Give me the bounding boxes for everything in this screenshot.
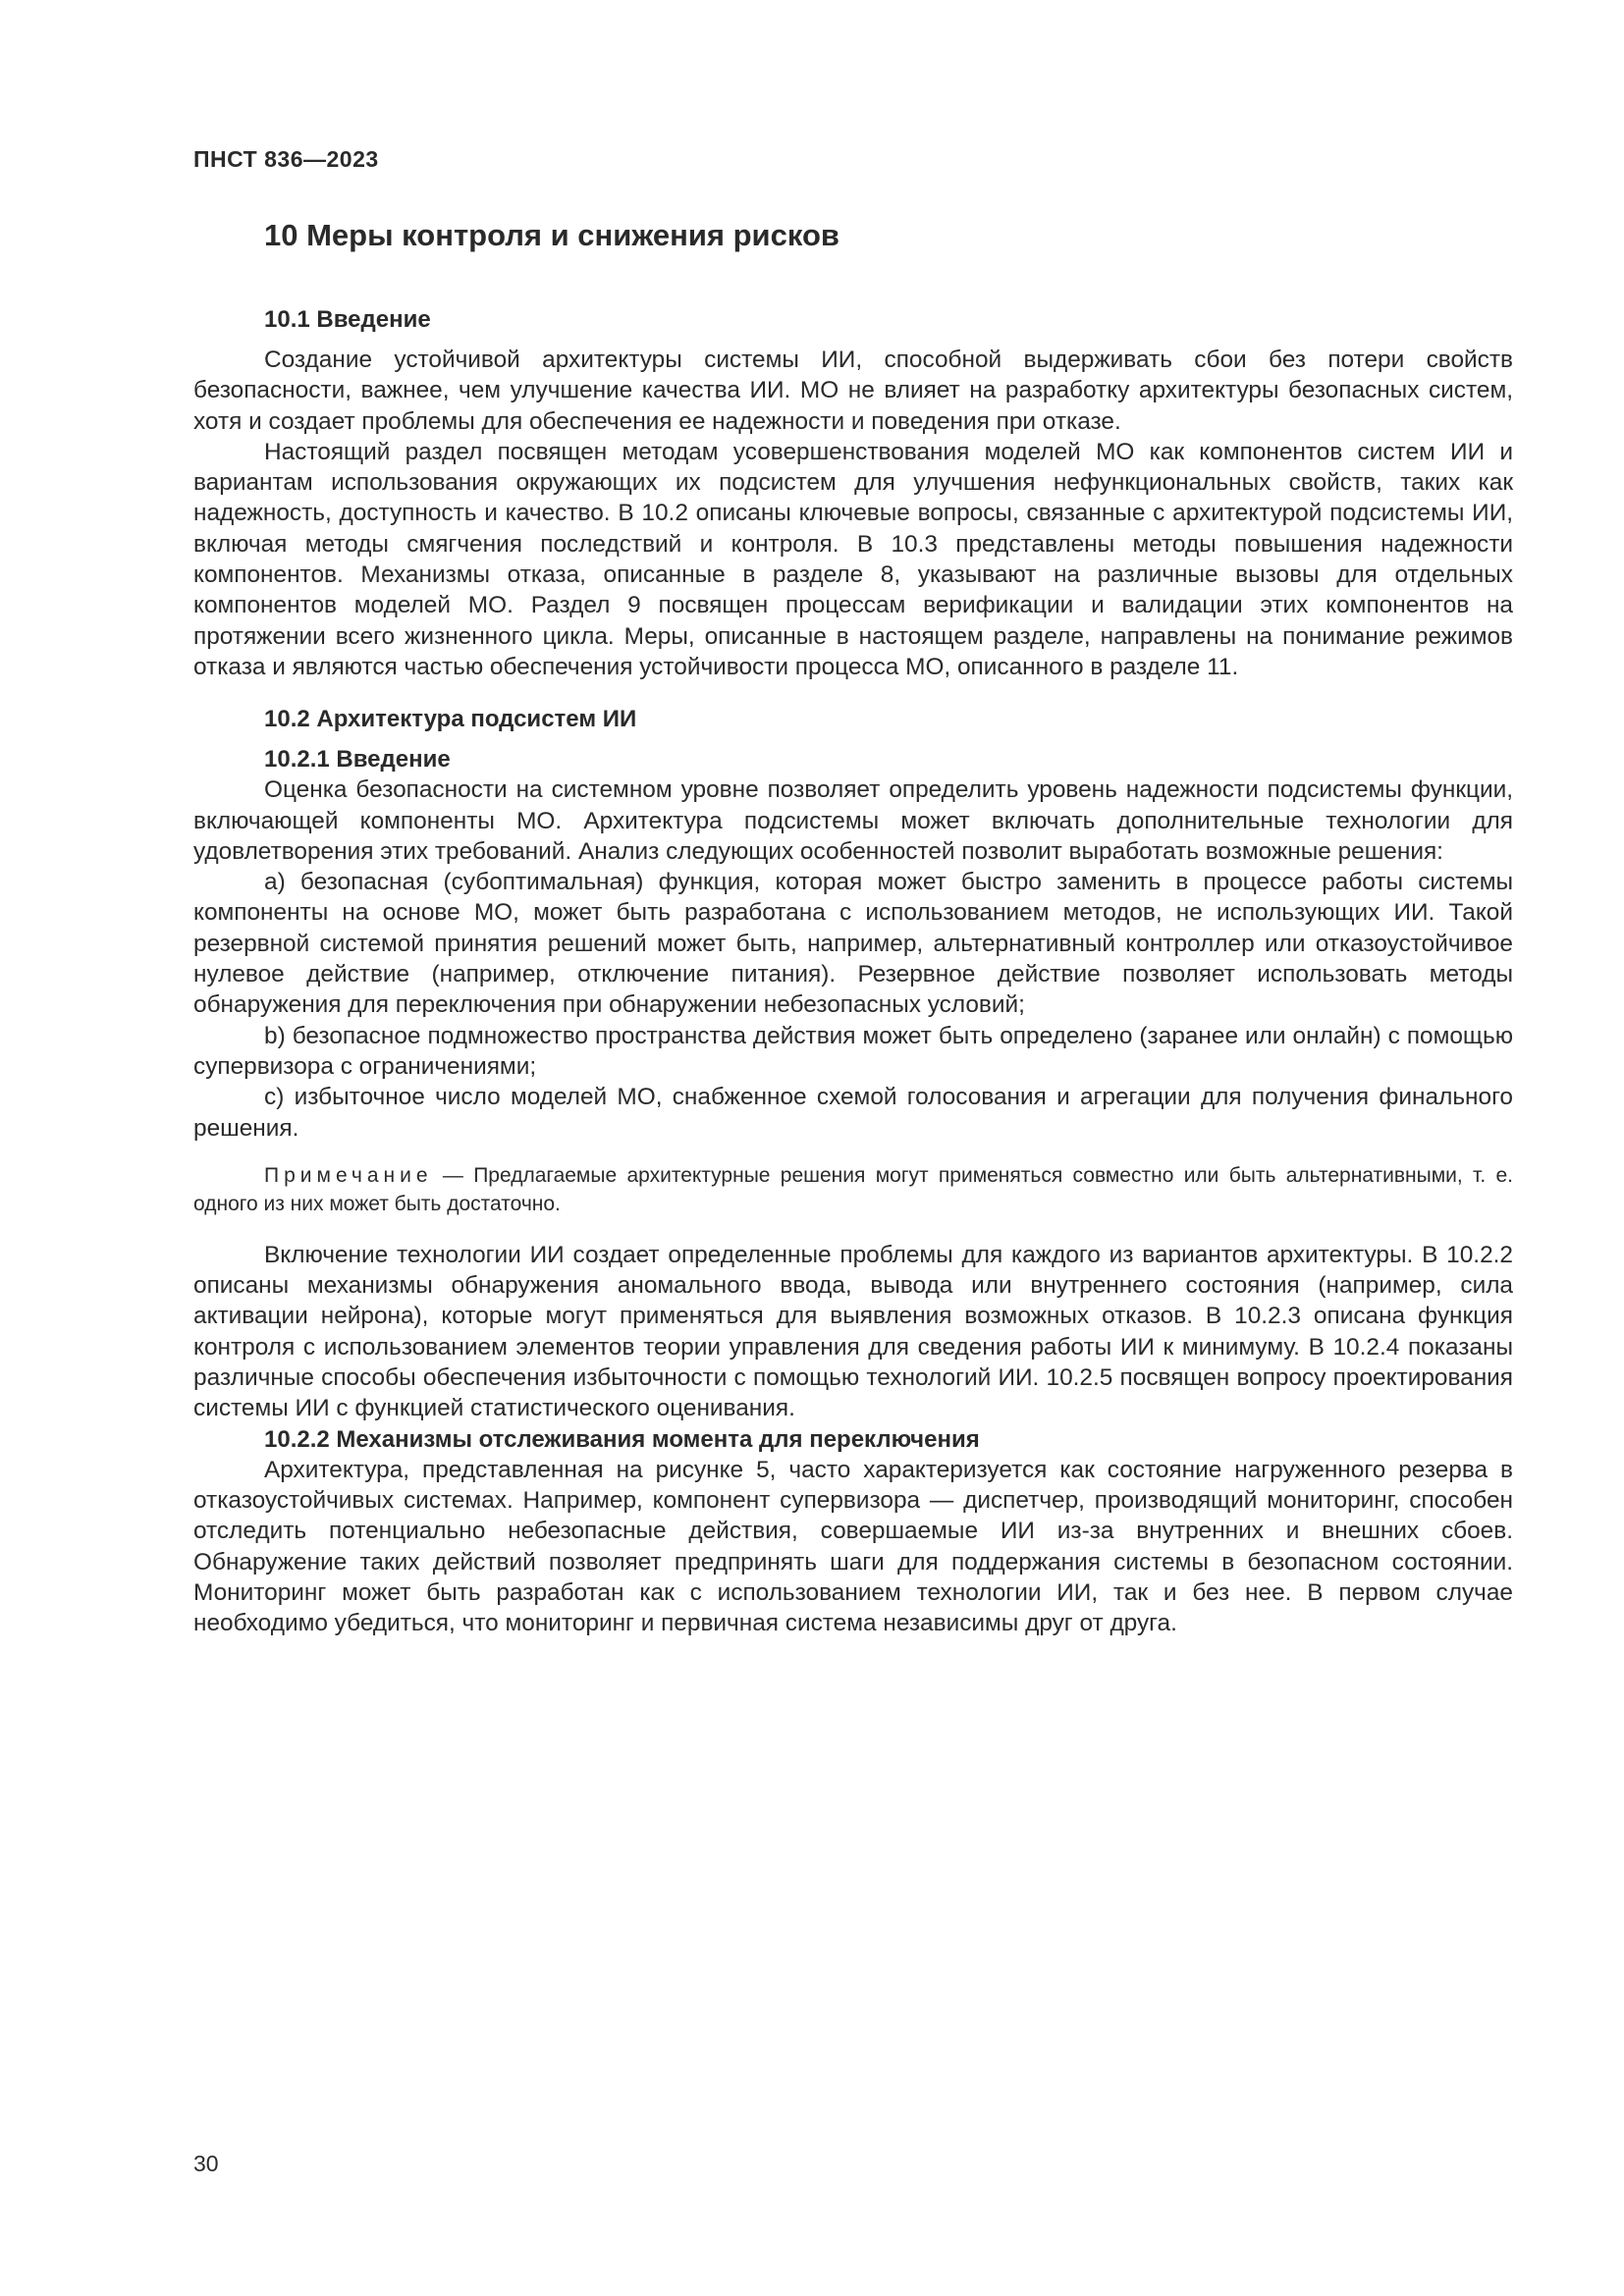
- document-id: ПНСТ 836—2023: [193, 146, 379, 172]
- page-content: [193, 218, 1513, 1638]
- list-item-b: b) безопасное подмножество пространства действия может быть определено (заранее или онлайн) с помощью супервизора с ограничениями;: [193, 1022, 1513, 1080]
- note: [193, 1161, 1513, 1218]
- subsection-title-10-2: 10.2 Архитектура подсистем ИИ: [264, 706, 637, 733]
- note-text: — Предлагаемые архитектурные решения могут применяться совместно или быть альтернативными, т. е. одного из них может быть достаточно.: [193, 1163, 1513, 1215]
- paragraph: Оценка безопасности на системном уровне позволяет определить уровень надежности подсистемы функции, включающей компоненты МО. Архитектура подсистемы может включать дополнительные технологии для удовлетворения этих требований. Анализ следующих особенностей позволит выработать возможные решения:: [193, 776, 1513, 865]
- note-label: Примечание: [264, 1163, 433, 1187]
- paragraph: Включение технологии ИИ создает определенные проблемы для каждого из вариантов архитектуры. В 10.2.2 описаны механизмы обнаружения аномального ввода, вывода или внутреннего состояния (например, сила активации нейрона), которые могут применяться для выявления возможных отказов. В 10.2.3 описана функция контроля с использованием элементов теории управления для сведения работы ИИ к минимуму. В 10.2.4 показаны различные способы обеспечения избыточности с помощью технологий ИИ. 10.2.5 посвящен вопросу проектирования системы ИИ с функцией статистического оценивания.: [193, 1241, 1513, 1422]
- paragraph: Архитектура, представленная на рисунке 5, часто характеризуется как состояние нагруженного резерва в отказоустойчивых системах. Например, компонент супервизора — диспетчер, производящий мониторинг, способен отследить потенциально небезопасные действия, совершаемые ИИ из-за внутренних и внешних сбоев. Обнаружение таких действий позволяет предпринять шаги для поддержания системы в безопасном состоянии. Мониторинг может быть разработан как с использованием технологии ИИ, так и без нее. В первом случае необходимо убедиться, что мониторинг и первичная система независимы друг от друга.: [193, 1456, 1513, 1637]
- paragraph: Настоящий раздел посвящен методам усовершенствования моделей МО как компонентов систем ИИ и вариантам использования окружающих их подсистем для улучшения нефункциональных свойств, таких как надежность, доступность и качество. В 10.2 описаны ключевые вопросы, связанные с архитектурой подсистемы ИИ, включая методы смягчения последствий и контроля. В 10.3 представлены методы повышения надежности компонентов. Механизмы отказа, описанные в разделе 8, указывают на различные вызовы для отдельных компонентов моделей МО. Раздел 9 посвящен процессам верификации и валидации этих компонентов на протяжении всего жизненного цикла. Меры, описанные в настоящем разделе, направлены на понимание режимов отказа и являются частью обеспечения устойчивости процесса МО, описанного в разделе 11.: [193, 438, 1513, 680]
- list-item-a: a) безопасная (субоптимальная) функция, которая может быстро заменить в процессе работы системы компоненты на основе МО, может быть разработана с использованием методов, не использующих ИИ. Такой резервной системой принятия решений может быть, например, альтернативный контроллер или отказоустойчивое нулевое действие (например, отключение питания). Резервное действие позволяет использовать методы обнаружения для переключения при обнаружении небезопасных условий;: [193, 869, 1513, 1019]
- subsection-title-10-2-1: 10.2.1 Введение: [264, 746, 451, 774]
- section-title: 10 Меры контроля и снижения рисков: [264, 218, 839, 252]
- subsection-title-10-2-2: 10.2.2 Механизмы отслеживания момента для переключения: [264, 1425, 980, 1453]
- list-item-c: c) избыточное число моделей МО, снабженное схемой голосования и агрегации для получения финального решения.: [193, 1084, 1513, 1142]
- subsection-title-10-1: 10.1 Введение: [264, 306, 431, 333]
- paragraph: Создание устойчивой архитектуры системы ИИ, способной выдерживать сбои без потери свойств безопасности, важнее, чем улучшение качества ИИ. МО не влияет на разработку архитектуры безопасных систем, хотя и создает проблемы для обеспечения ее надежности и поведения при отказе.: [193, 347, 1513, 435]
- page-number: 30: [193, 2151, 219, 2176]
